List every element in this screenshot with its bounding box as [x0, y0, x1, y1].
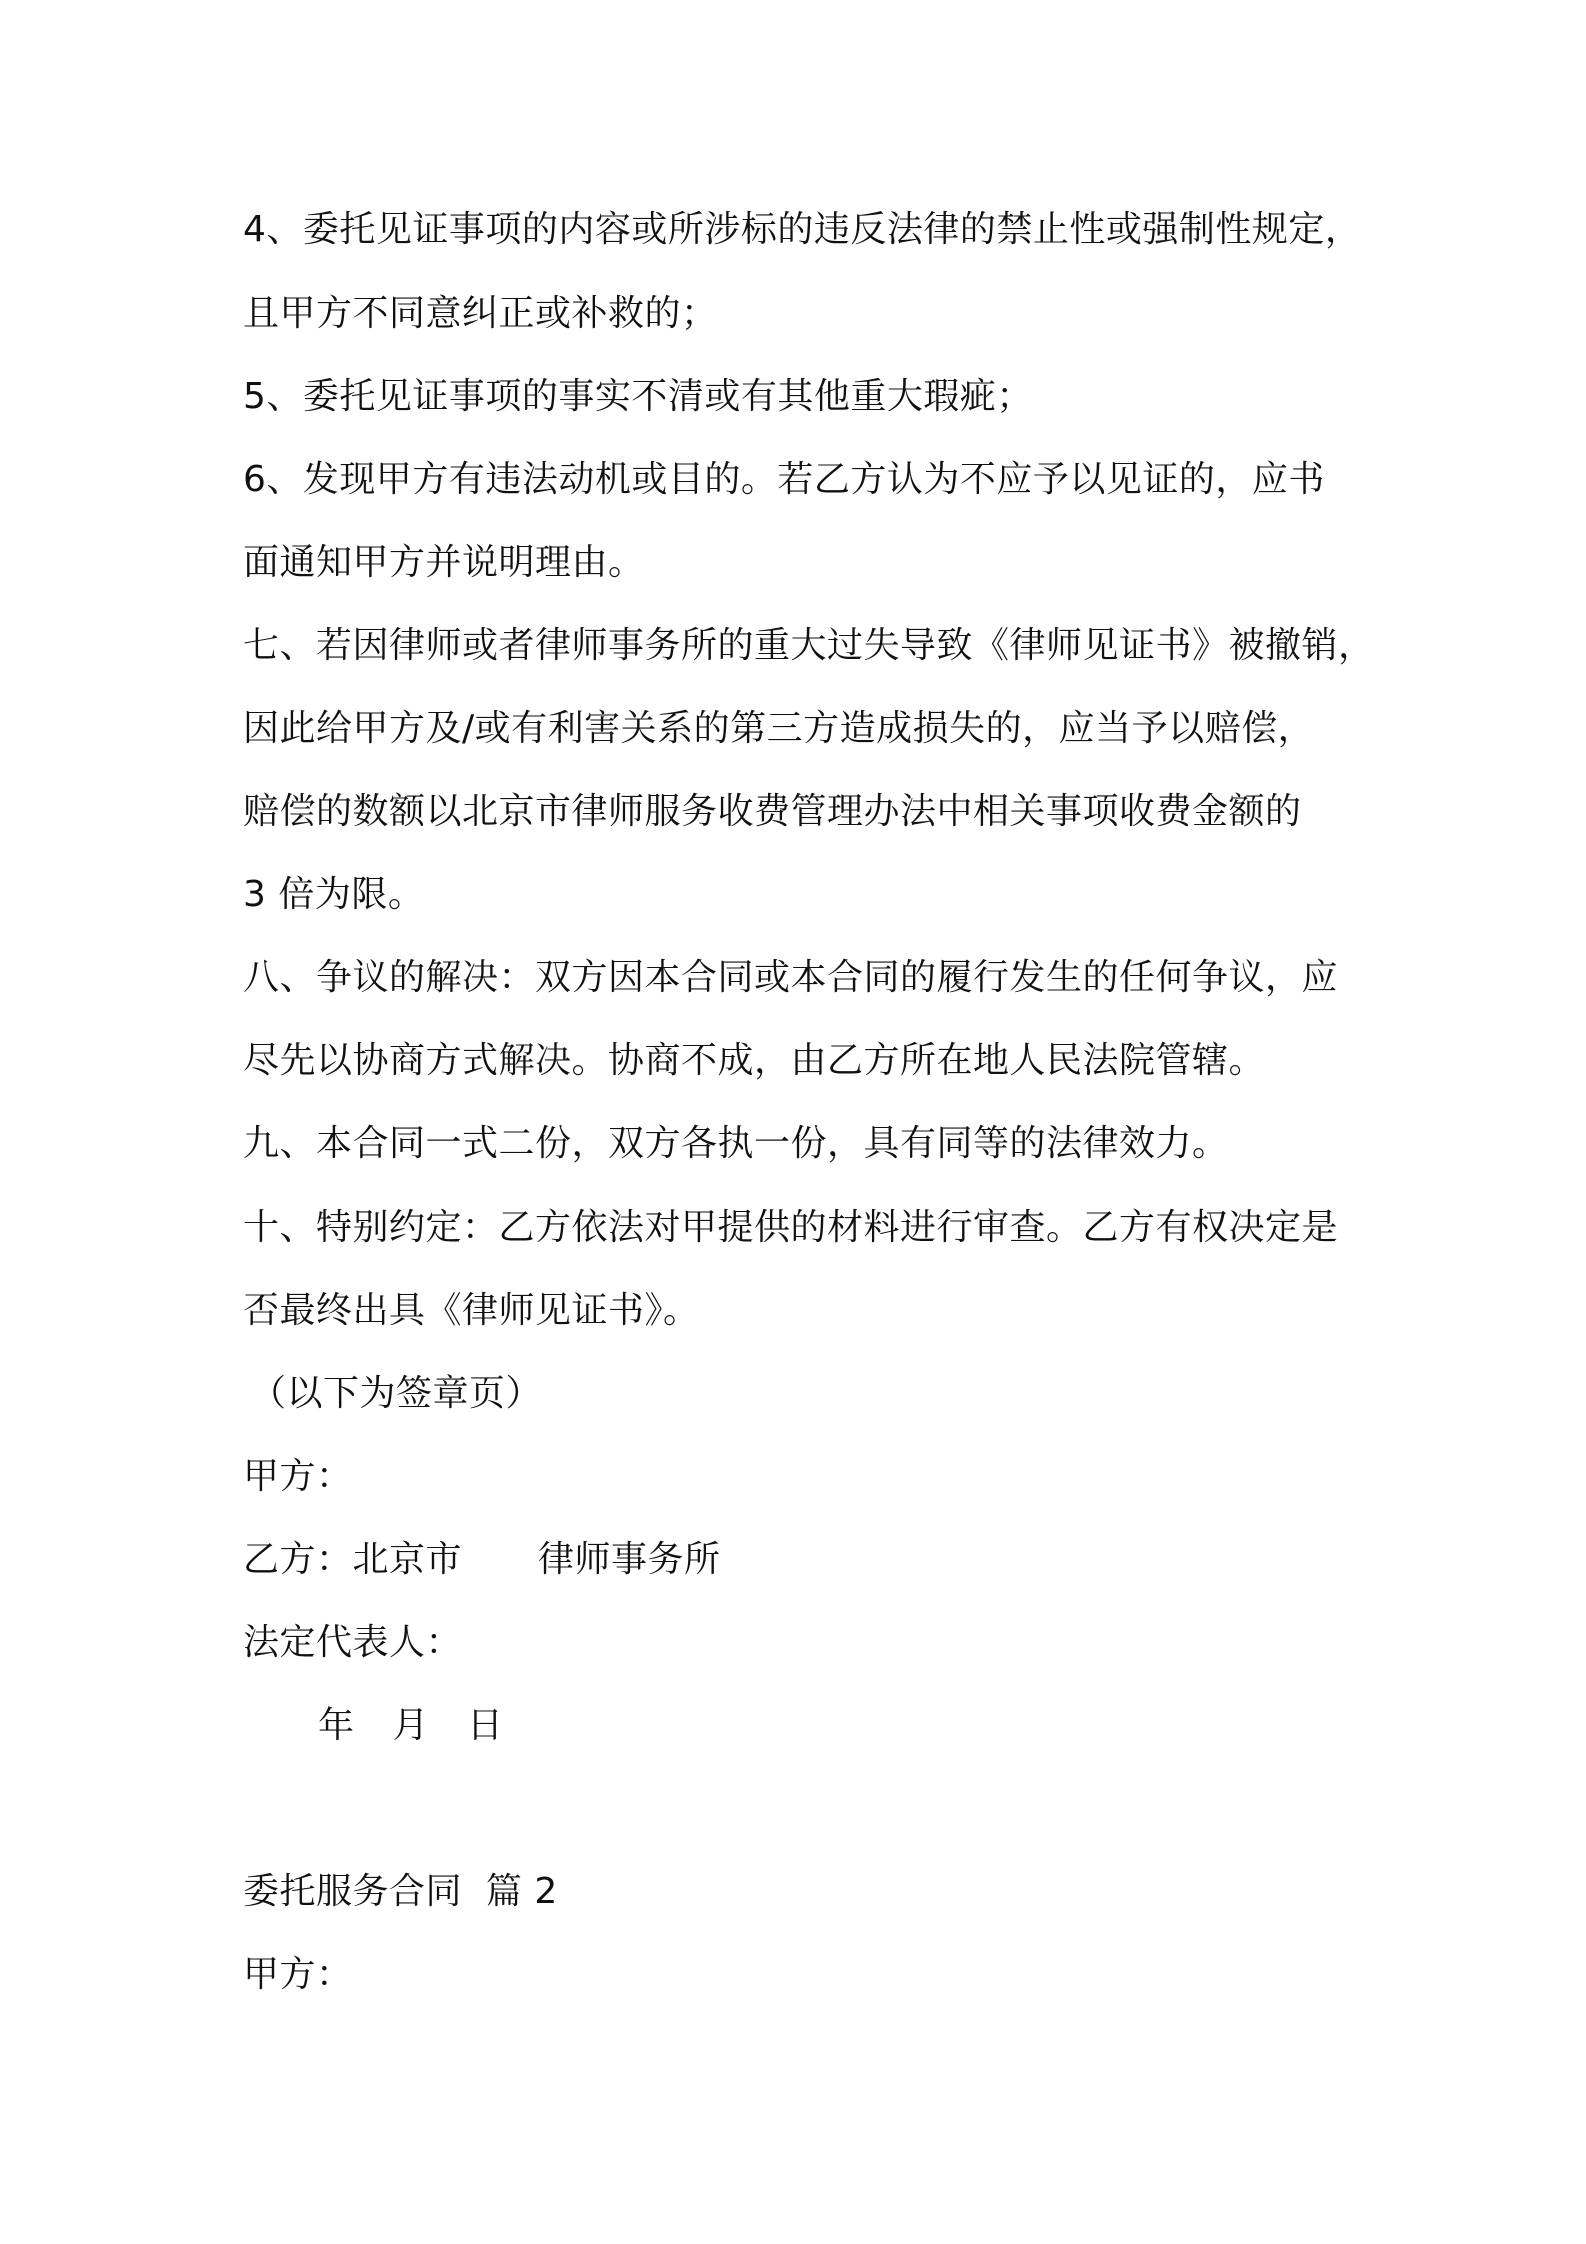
paragraph-clause-6-line-1: 6、发现甲方有违法动机或目的。若乙方认为不应予以见证的，应书 — [243, 459, 1325, 500]
paragraph-clause-4-line-1: 4、委托见证事项的内容或所涉标的违反法律的禁止性或强制性规定， — [243, 209, 1362, 250]
date-day: 日 — [467, 1705, 504, 1746]
paragraph-clause-7-line-1: 七、若因律师或者律师事务所的重大过失导致《律师见证书》被撤销， — [243, 625, 1375, 666]
paragraph-clause-4-line-2: 且甲方不同意纠正或补救的； — [243, 293, 718, 334]
date-year: 年 — [318, 1705, 355, 1746]
paragraph-clause-6-line-2: 面通知甲方并说明理由。 — [243, 542, 645, 583]
signature-legal-rep: 法定代表人： — [243, 1622, 463, 1663]
party-b-suffix: 律师事务所 — [538, 1539, 721, 1580]
section-2-party-a: 甲方： — [243, 1954, 353, 1995]
signature-party-b — [243, 1536, 721, 1584]
paragraph-clause-7-line-3: 赔偿的数额以北京市律师服务收费管理办法中相关事项收费金额的 — [243, 791, 1302, 832]
signature-date — [318, 1702, 504, 1750]
date-month: 月 — [392, 1705, 430, 1746]
paragraph-clause-10-line-1: 十、特别约定：乙方依法对甲提供的材料进行审查。乙方有权决定是 — [243, 1207, 1339, 1248]
paragraph-clause-7-line-2: 因此给甲方及/或有利害关系的第三方造成损失的，应当予以赔偿， — [243, 708, 1315, 749]
paragraph-clause-7-line-4: 3 倍为限。 — [243, 874, 425, 915]
section-2-title: 委托服务合同 篇 2 — [243, 1871, 558, 1912]
paragraph-clause-5: 5、委托见证事项的事实不清或有其他重大瑕疵； — [243, 376, 1033, 417]
signature-party-a: 甲方： — [243, 1456, 353, 1497]
paragraph-clause-8-line-1: 八、争议的解决：双方因本合同或本合同的履行发生的任何争议，应 — [243, 957, 1339, 998]
party-b-prefix: 乙方：北京市 — [243, 1539, 463, 1580]
paragraph-clause-8-line-2: 尽先以协商方式解决。协商不成，由乙方所在地人民法院管辖。 — [243, 1040, 1266, 1081]
signature-page-note: （以下为签章页） — [250, 1373, 543, 1414]
paragraph-clause-10-line-2: 否最终出具《律师见证书》。 — [243, 1290, 700, 1331]
paragraph-clause-9: 九、本合同一式二份，双方各执一份，具有同等的法律效力。 — [243, 1123, 1229, 1164]
